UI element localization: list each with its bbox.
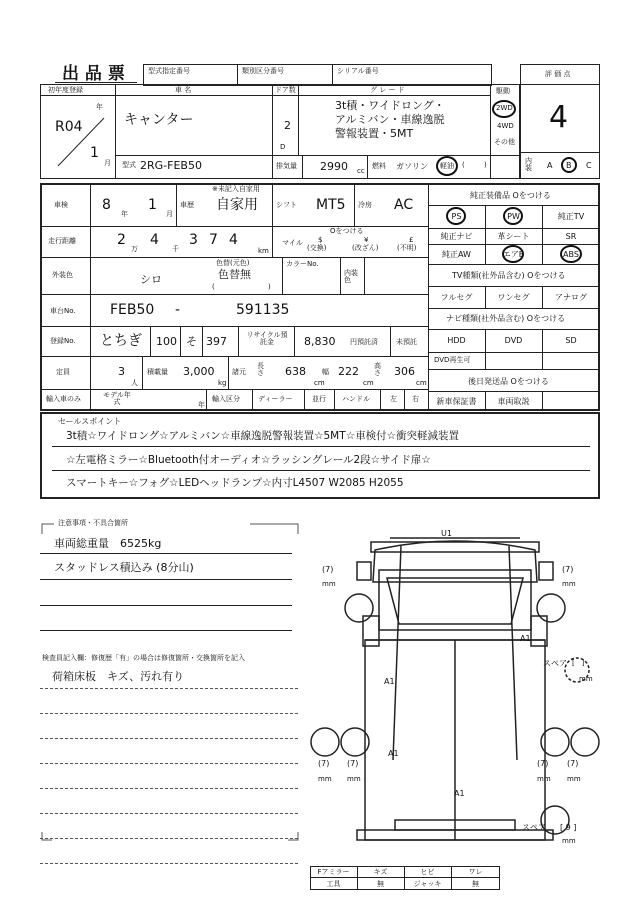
title-underline <box>55 82 137 83</box>
color-no-label: カラーNo. <box>286 260 319 268</box>
orig-color: 色替無 <box>218 268 251 281</box>
tire-bl2-value: (7) <box>347 759 359 768</box>
capacity-label: 定員 <box>56 368 70 376</box>
load-label: 積載量 <box>147 368 168 376</box>
score-value: 4 <box>549 100 569 135</box>
fuel-light: 軽油 <box>440 162 454 170</box>
recycle-amount: 8,830 <box>304 335 336 348</box>
spare-bottom-label: スペア <box>522 823 546 832</box>
reg-kana: そ <box>186 335 197 348</box>
recycle-label: リサイクル預託金 <box>246 331 288 346</box>
sales-line3: スマートキー☆フォグ☆LEDヘッドランプ☆内寸L4507 W2085 H2055 <box>66 477 404 489</box>
legend-v2: 無 <box>377 879 384 888</box>
spare-bottom-value: [ 9 ] <box>560 823 577 832</box>
inspector-label: 検査員記入欄：修復歴「有」の場合は修復箇所・交換箇所を記入 <box>42 654 245 662</box>
door-suffix: D <box>280 143 286 151</box>
cc-unit: cc <box>357 167 365 175</box>
tire-tr-value: (7) <box>562 565 574 574</box>
equip-pw: PW <box>507 212 520 221</box>
dealer-option: ディーラー <box>258 395 293 403</box>
ac-label: 冷房 <box>358 201 372 209</box>
import-label: 輸入車のみ <box>46 395 81 403</box>
int-color-label: 内装色 <box>344 269 358 284</box>
chassis-number: 591135 <box>236 302 290 318</box>
height-label: 高さ <box>374 362 381 377</box>
mile-label: マイル <box>282 239 303 247</box>
a1-mark-top: A1 <box>520 634 531 643</box>
car-name: キャンター <box>124 112 194 128</box>
mileage-unknown: (不明) <box>397 244 417 252</box>
grade-line2: アルミバン・車線逸脱 <box>335 113 445 126</box>
history-label: 車歴 <box>180 201 194 209</box>
width-value: 222 <box>338 365 359 378</box>
displacement-label: 排気量 <box>276 162 297 170</box>
handle-left: 左 <box>390 395 397 403</box>
navi-sd: SD <box>565 336 577 345</box>
after-title: 後日発送品 Oをつける <box>468 377 549 386</box>
navi-dvd: DVD <box>504 336 523 345</box>
first-reg-year: R04 <box>55 119 83 135</box>
inspection-label: 車検 <box>54 201 68 209</box>
after-manual: 車両取説 <box>497 396 530 406</box>
first-reg-month: 1 <box>90 145 99 161</box>
load-value: 3,000 <box>183 365 215 378</box>
mileage-digit4: 7 <box>209 232 218 248</box>
height-value: 306 <box>394 365 415 378</box>
drive-other: その他 <box>494 138 515 146</box>
dims-label: 諸元 <box>232 368 246 376</box>
parallel-option: 並行 <box>312 395 326 403</box>
u1-mark: U1 <box>441 529 452 538</box>
grade-label: グ レ ー ド <box>370 86 405 94</box>
equip-navi: 純正ナビ <box>440 231 473 241</box>
a1-mark-left2: A1 <box>388 749 399 758</box>
legend-v3: ジャッキ <box>413 879 442 888</box>
interior-b: B <box>566 161 572 170</box>
name-label: 車 名 <box>175 86 192 94</box>
exterior-label: 外装色 <box>52 271 73 279</box>
score-label: 評 価 点 <box>545 70 571 78</box>
reg-number: 397 <box>206 335 227 348</box>
mileage-digit1: 2 <box>117 232 126 248</box>
shift-label: シフト <box>276 201 297 209</box>
grade-line3: 警報装置・5MT <box>335 127 414 140</box>
equip-ps: PS <box>451 212 462 221</box>
legend-v4: 無 <box>472 879 479 888</box>
length-value: 638 <box>285 365 306 378</box>
fuel-label: 燃料 <box>372 162 386 170</box>
mileage-label: 走行距離 <box>48 237 76 245</box>
handle-right: 右 <box>412 395 419 403</box>
navi-hdd: HDD <box>447 336 466 345</box>
tv-fullseg: フルセグ <box>440 292 473 302</box>
equip-tv: 純正TV <box>557 212 585 221</box>
class-label: 類別区分番号 <box>242 67 284 75</box>
reg-label: 登録No. <box>50 337 76 345</box>
doors-label: ドア数 <box>275 86 296 94</box>
model-year-label: モデル年式 <box>103 391 131 406</box>
equip-sr: SR <box>565 231 577 241</box>
import-class-label: 輸入区分 <box>212 395 240 403</box>
model-spec-label: 型式指定番号 <box>148 67 190 75</box>
equip-airbag: エアB <box>502 249 525 259</box>
chassis-prefix: FEB50 <box>110 302 155 318</box>
truck-diagram <box>305 520 605 865</box>
legend-h3: ヒビ <box>420 867 435 876</box>
history-value: 自家用 <box>216 197 258 213</box>
displacement-value: 2990 <box>320 160 348 173</box>
tire-br2-value: (7) <box>567 759 579 768</box>
tire-bl1-value: (7) <box>318 759 330 768</box>
shift-value: MT5 <box>316 197 346 213</box>
model-label: 型式 <box>122 161 136 169</box>
mileage-digit3: 3 <box>189 232 198 248</box>
inspection-month: 1 <box>148 197 157 213</box>
door-count: 2 <box>284 119 291 132</box>
mileage-alter: (改ざん) <box>352 244 379 252</box>
reg-slash <box>52 110 112 170</box>
fuel-value: ガソリン <box>396 162 428 171</box>
legend-h2: キズ <box>373 867 388 876</box>
equip-leather: 革シート <box>497 231 530 241</box>
inspector-line1: 荷箱床板 キズ、汚れ有り <box>52 670 185 683</box>
color-value: シロ <box>140 273 162 286</box>
drive-label: 駆動 <box>496 87 510 95</box>
drive-2wd: 2WD <box>496 104 513 112</box>
inspection-year: 8 <box>102 197 111 213</box>
interior-c: C <box>586 161 592 170</box>
after-warranty: 新車保証書 <box>436 396 477 406</box>
mileage-digit5: 4 <box>229 232 238 248</box>
legend-v1: 工具 <box>326 879 341 888</box>
header-spec-row <box>143 64 492 86</box>
first-reg-label: 初年度登録 <box>48 86 83 94</box>
interior-label: 内装 <box>525 157 532 172</box>
notes-label: 注意事項・不具合箇所 <box>58 519 128 527</box>
legend-h4: ワレ <box>468 867 483 876</box>
orig-color-label: 色替(元色) <box>216 259 250 267</box>
tire-tl-value: (7) <box>322 565 334 574</box>
mileage-swap: (交換) <box>307 244 327 252</box>
sales-points-label: セールスポイント <box>58 417 122 426</box>
page-title: 出 品 票 <box>62 64 125 84</box>
ac-value: AC <box>394 197 414 213</box>
equip-aw: 純正AW <box>442 249 471 259</box>
dvd-play: DVD再生可 <box>434 356 471 364</box>
length-label: 長さ <box>257 362 264 377</box>
serial-label: シリアル番号 <box>337 67 379 75</box>
reg-class: 100 <box>156 335 177 348</box>
grade-line1: 3t積・ワイドロング・ <box>335 99 445 112</box>
equip-abs: ABS <box>563 249 579 259</box>
tv-oneseg: ワンセグ <box>497 292 530 302</box>
notes-line1: 車両総重量 6525kg <box>54 537 162 550</box>
handle-label: ハンドル <box>342 395 370 403</box>
tv-analog: アナログ <box>555 292 587 302</box>
sales-line2: ☆左電格ミラー☆Bluetooth付オーディオ☆ラッシングレール2段☆サイド扉☆ <box>66 454 431 466</box>
self-note: ※未記入自家用 <box>212 185 260 193</box>
width-label: 幅 <box>322 368 329 376</box>
recycle-none: 未預託 <box>396 338 417 346</box>
year-mark: 年 <box>96 103 103 111</box>
reg-area: とちぎ <box>100 333 142 349</box>
drive-4wd: 4WD <box>497 122 514 130</box>
sales-line1: 3t積☆ワイドロング☆アルミバン☆車線逸脱警報装置☆5MT☆車検付☆衝突軽減装置 <box>66 430 459 442</box>
capacity-value: 3 <box>118 365 125 378</box>
tire-br1-value: (7) <box>537 759 549 768</box>
interior-a: A <box>547 161 553 170</box>
spare-label: スペア <box>543 659 567 668</box>
navi-title: ナビ種類(社外品含む) Oをつける <box>446 314 566 323</box>
a1-mark-bottom: A1 <box>454 789 465 798</box>
legend-h1: Fアミラー <box>317 867 350 876</box>
a1-mark-left: A1 <box>384 677 395 686</box>
recycle-status: 円預託済 <box>350 338 378 346</box>
chassis-label: 車台No. <box>50 307 76 315</box>
month-mark: 月 <box>104 159 111 167</box>
model-value: 2RG-FEB50 <box>140 159 202 172</box>
notes-line2: スタッドレス積込み (8分山) <box>54 561 194 574</box>
circle-note: Oをつける <box>330 227 364 235</box>
km-unit: km <box>258 247 269 255</box>
genuine-title: 純正装備品 Oをつける <box>470 191 551 200</box>
tv-title: TV種類(社外品含む) Oをつける <box>452 271 566 280</box>
mileage-digit2: 4 <box>150 232 159 248</box>
